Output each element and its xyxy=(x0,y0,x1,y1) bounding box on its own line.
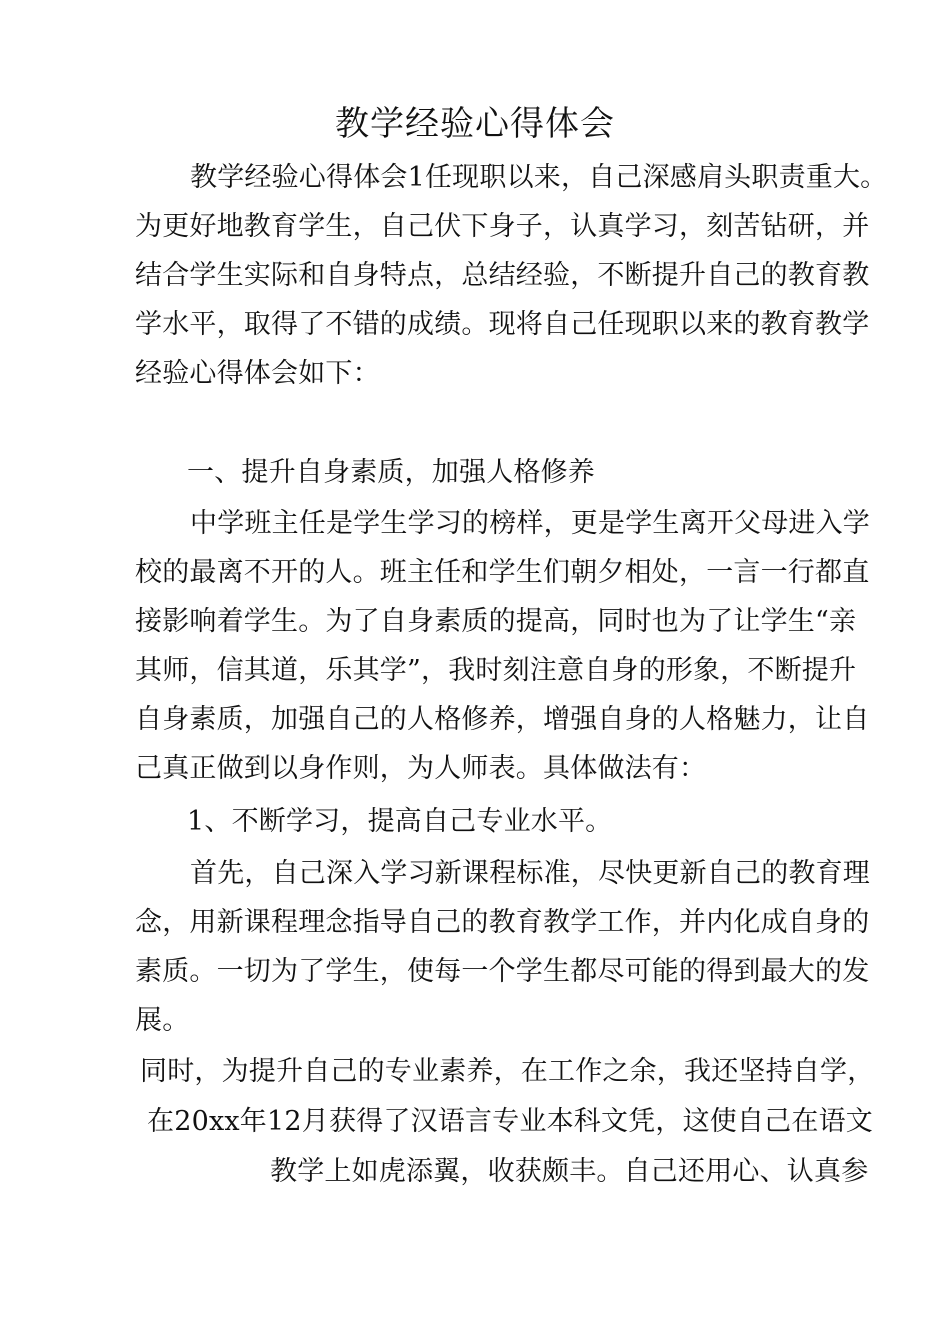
paragraph-line: 首先，自己深入学习新课程标准，尽快更新自己的教育理 xyxy=(190,858,870,889)
paragraph-line: 为更好地教育学生，自己伏下身子，认真学习，刻苦钻研，并 xyxy=(135,211,870,242)
section-heading: 一、提升自身素质，加强人格修养 xyxy=(187,457,595,488)
paragraph-line: 展。 xyxy=(135,1005,190,1036)
paragraph-line: 中学班主任是学生学习的榜样，更是学生离开父母进入学 xyxy=(190,508,870,539)
paragraph-line: 教学上如虎添翼，收获颇丰。自己还用心、认真参 xyxy=(270,1156,869,1187)
paragraph-line: 己真正做到以身作则，为人师表。具体做法有： xyxy=(135,753,707,784)
paragraph-line: 学水平，取得了不错的成绩。现将自己任现职以来的教育教学 xyxy=(135,309,870,340)
paragraph-line: 自身素质，加强自己的人格修养，增强自身的人格魅力，让自 xyxy=(135,704,870,735)
paragraph-line: 在20xx年12月获得了汉语言专业本科文凭，这使自己在语文 xyxy=(147,1106,873,1137)
paragraph-line: 经验心得体会如下： xyxy=(135,358,380,389)
paragraph-line: 其师，信其道，乐其学”，我时刻注意自身的形象，不断提升 xyxy=(135,655,857,686)
paragraph-line: 教学经验心得体会1任现职以来，自己深感肩头职责重大。 xyxy=(190,162,888,193)
paragraph-line: 接影响着学生。为了自身素质的提高，同时也为了让学生“亲 xyxy=(135,606,857,637)
paragraph-line: 念，用新课程理念指导自己的教育教学工作，并内化成自身的 xyxy=(135,907,870,938)
paragraph-line: 校的最离不开的人。班主任和学生们朝夕相处，一言一行都直 xyxy=(135,557,870,588)
document-title: 教学经验心得体会 xyxy=(335,104,615,144)
paragraph-line: 同时，为提升自己的专业素养，在工作之余，我还坚持自学， xyxy=(140,1056,875,1087)
paragraph-line: 结合学生实际和自身特点，总结经验，不断提升自己的教育教 xyxy=(135,260,870,291)
subsection-heading: 1、不断学习，提高自己专业水平。 xyxy=(187,806,613,837)
paragraph-line: 素质。一切为了学生，使每一个学生都尽可能的得到最大的发 xyxy=(135,956,870,987)
